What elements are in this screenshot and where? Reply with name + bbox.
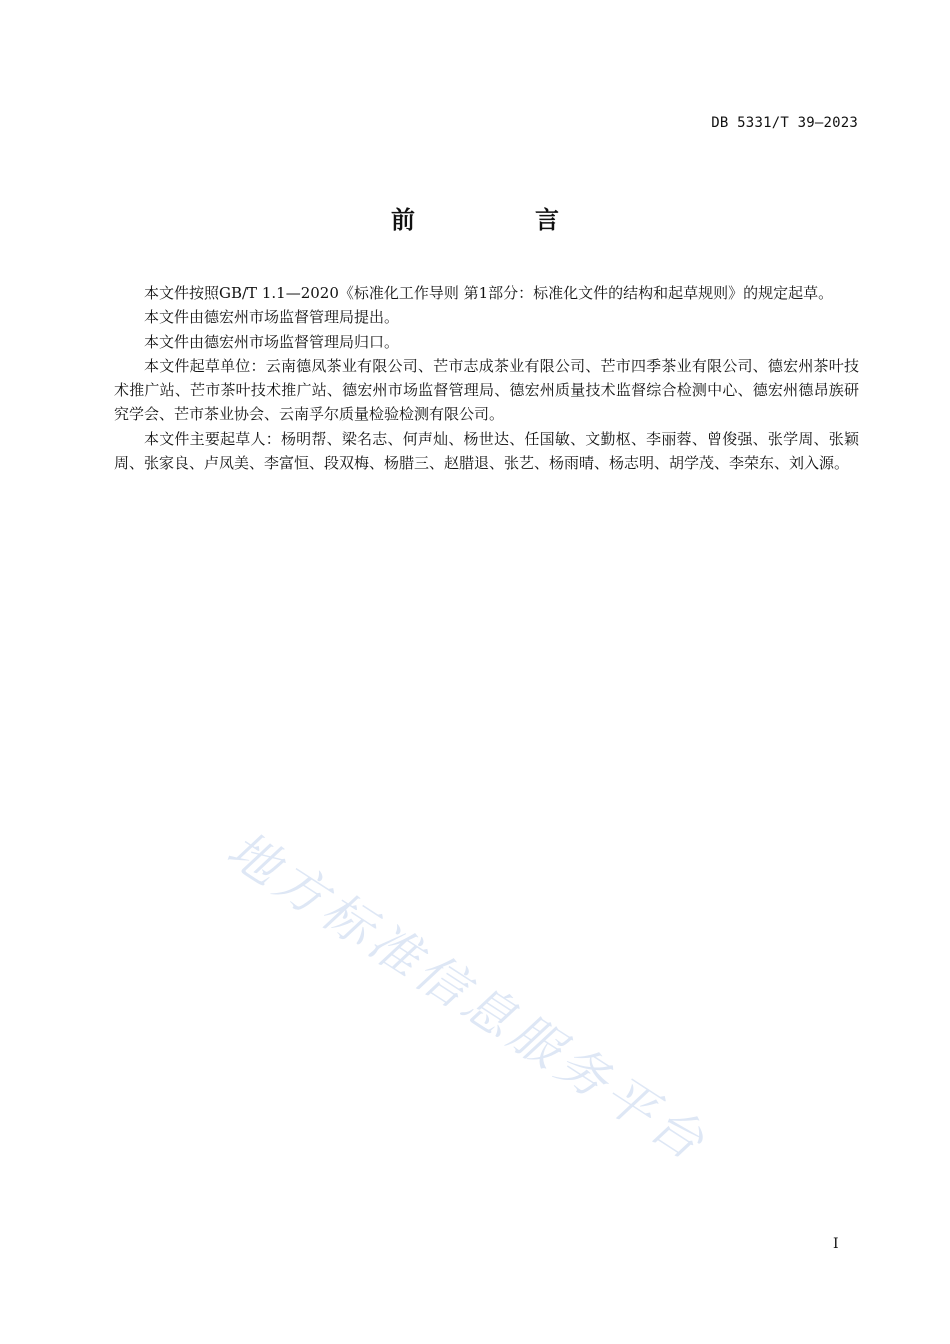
page-number: I: [833, 1236, 839, 1252]
foreword-body: [114, 281, 859, 475]
paragraph-administrator: 本文件由德宏州市场监督管理局归口。: [144, 332, 400, 351]
paragraph-drafting-rules: 本文件按照GB/T 1.1—2020《标准化工作导则 第1部分：标准化文件的结构和起草规则》的规定起草。: [144, 284, 834, 302]
doc-code: DB 5331/T 39—2023: [711, 115, 858, 131]
paragraph-drafters: 本文件主要起草人：杨明帮、梁名志、何声灿、杨世达、任国敏、文勤枢、李丽蓉、曾俊强、张学周、张颖周、张家良、卢凤美、李富恒、段双梅、杨腊三、赵腊退、张艺、杨雨晴、杨志明、胡学茂、李荣东、刘入源。: [114, 429, 859, 473]
paragraph-drafting-units: 本文件起草单位：云南德凤茶业有限公司、芒市志成茶业有限公司、芒市四季茶业有限公司、德宏州茶叶技术推广站、芒市茶叶技术推广站、德宏州市场监督管理局、德宏州质量技术监督综合检测中心、德宏州德昂族研究学会、芒市茶业协会、云南孚尔质量检验检测有限公司。: [114, 356, 859, 424]
watermark-text: 地方标准信息服务平台: [217, 820, 719, 1174]
paragraph-proposer: 本文件由德宏州市场监督管理局提出。: [144, 308, 400, 327]
page-title: 前 言: [391, 206, 607, 234]
